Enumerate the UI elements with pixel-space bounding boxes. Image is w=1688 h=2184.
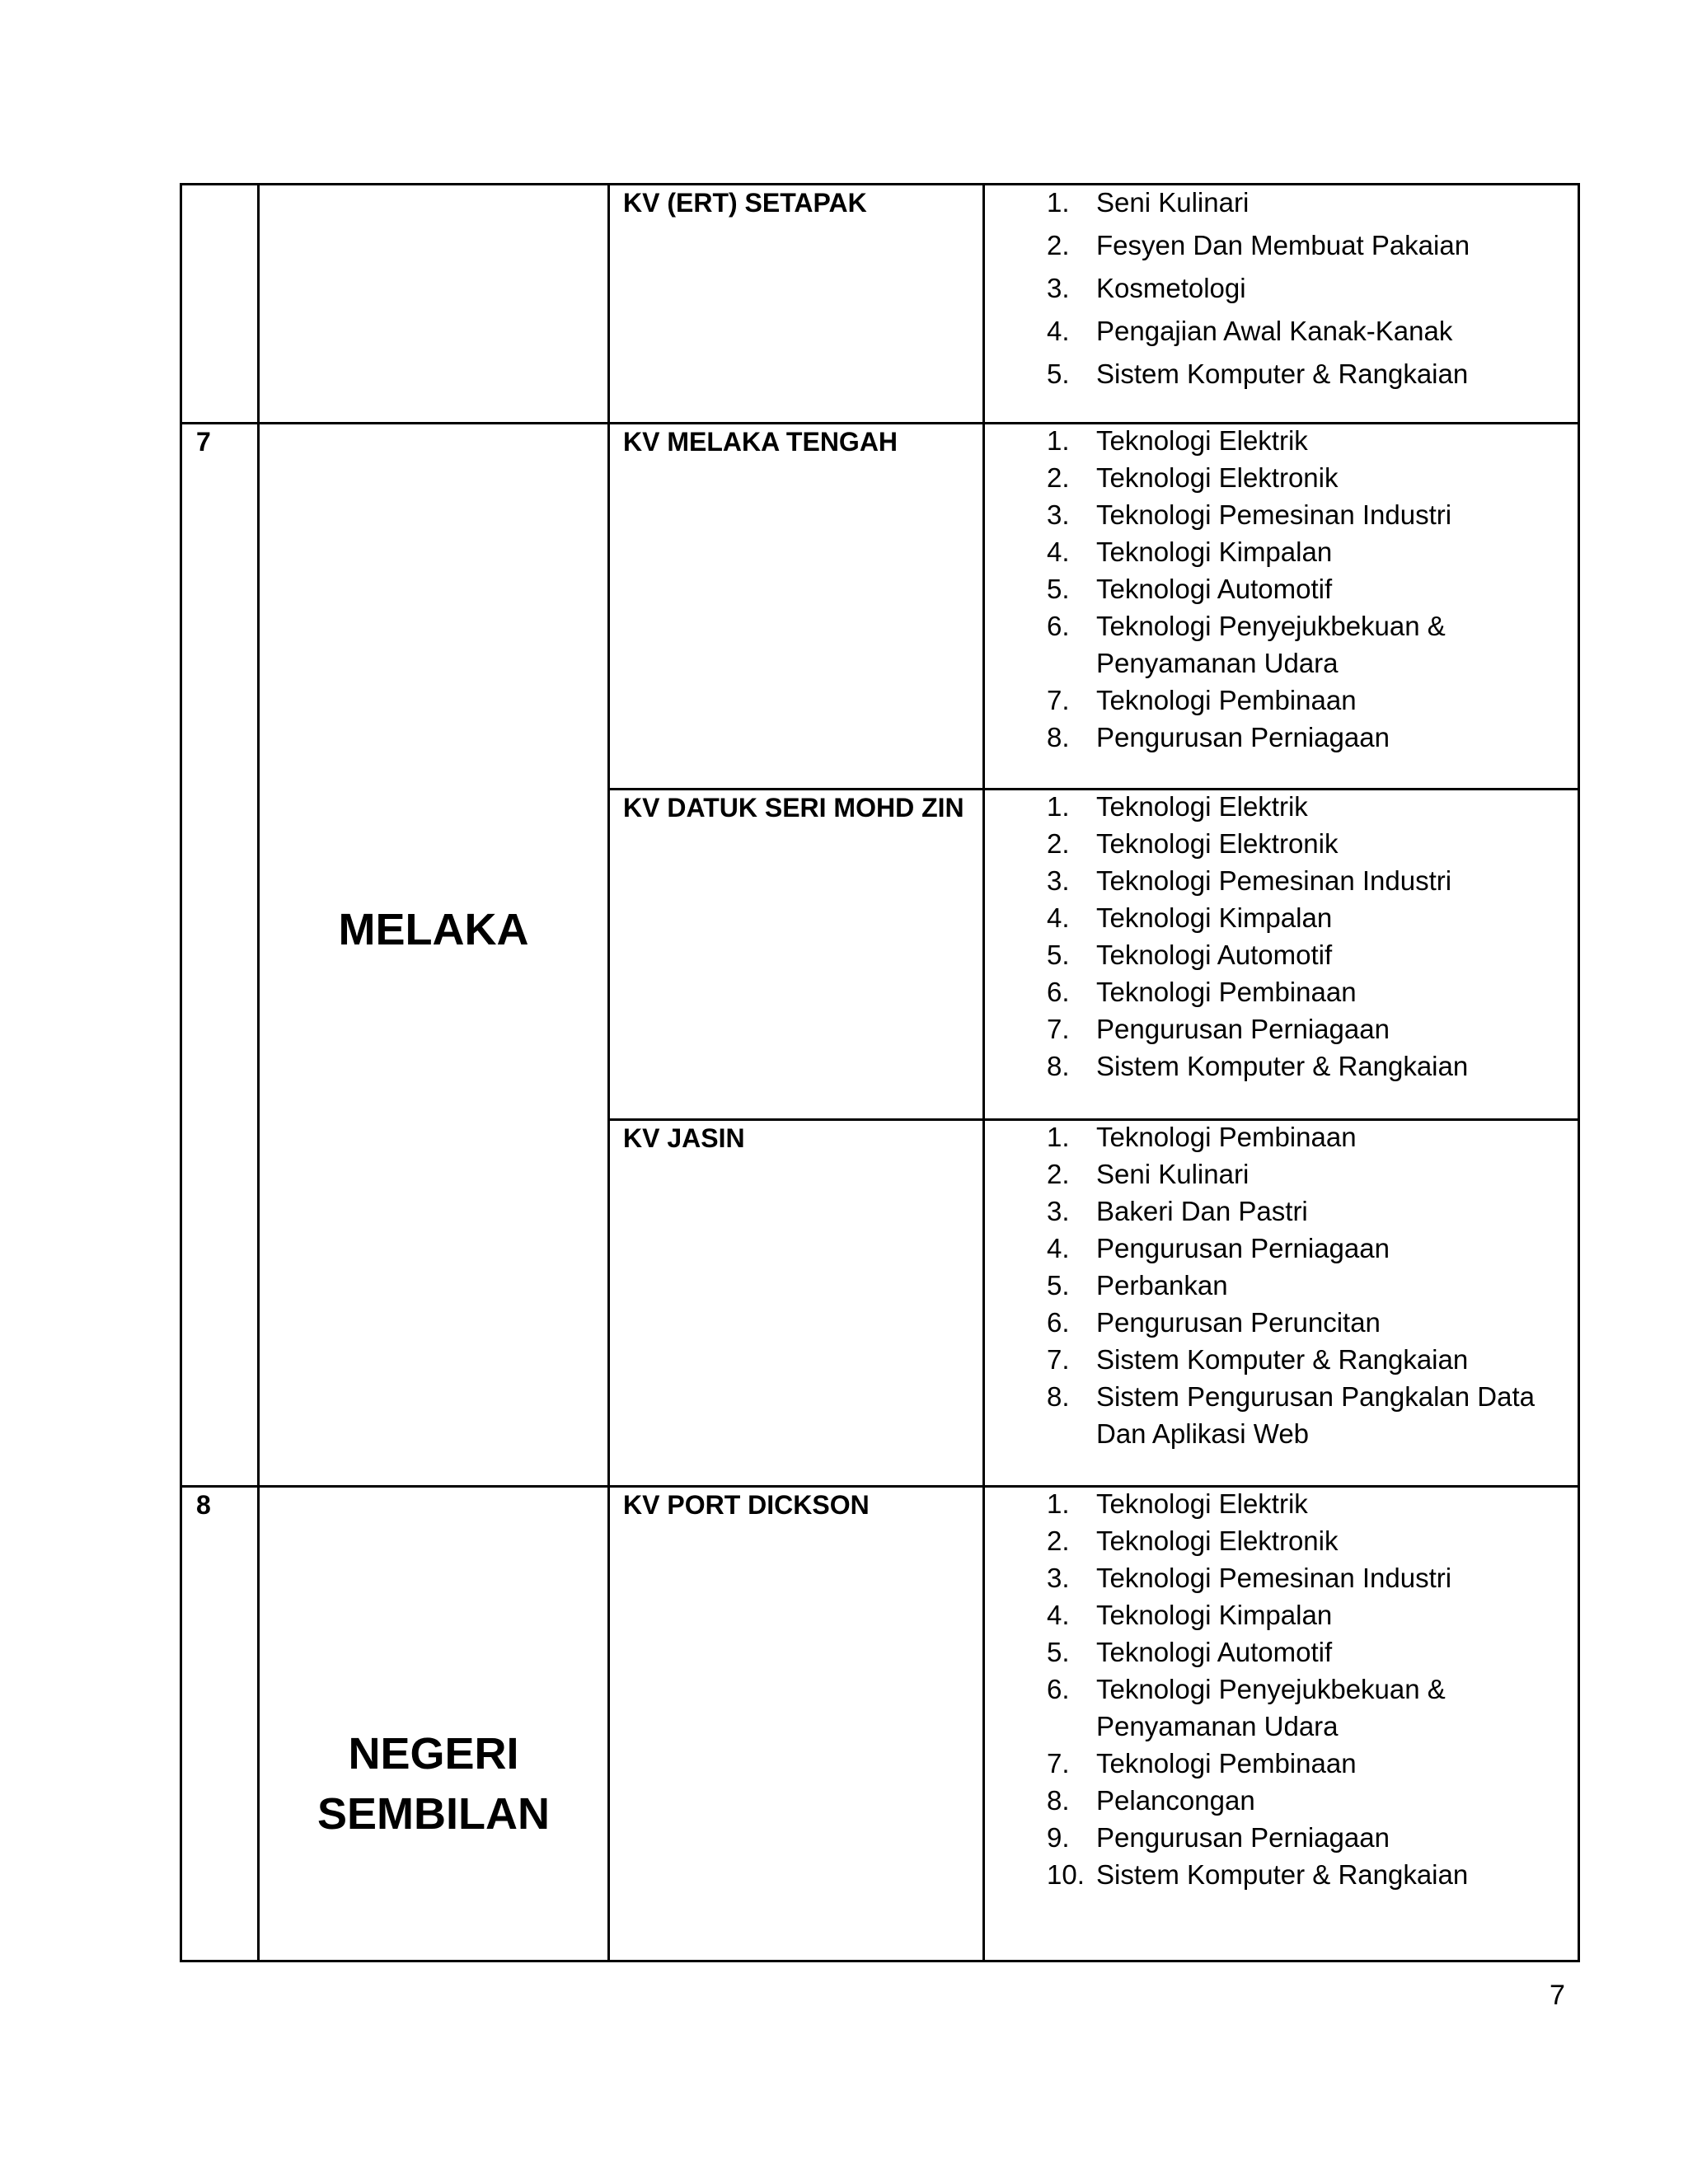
column-divider (982, 183, 985, 1962)
row-number: 7 (196, 427, 211, 457)
list-item: 7. Sistem Komputer & Rangkaian (1047, 1344, 1469, 1375)
list-item: 10. Sistem Komputer & Rangkaian (1047, 1859, 1469, 1890)
list-item: 5. Teknologi Automotif (1047, 940, 1333, 970)
row-number: 8 (196, 1490, 211, 1520)
list-item: 2. Teknologi Elektronik (1047, 462, 1339, 493)
college-name: KV PORT DICKSON (623, 1490, 870, 1520)
list-item: 4. Teknologi Kimpalan (1047, 537, 1333, 567)
college-name: KV MELAKA TENGAH (623, 427, 898, 457)
program-list (1047, 422, 1558, 756)
college-name: KV JASIN (623, 1123, 745, 1153)
list-item: 3. Teknologi Pemesinan Industri (1047, 499, 1452, 530)
list-item: 7. Pengurusan Perniagaan (1047, 1014, 1390, 1044)
program-list (1047, 788, 1558, 1085)
list-item: 1. Teknologi Pembinaan (1047, 1122, 1357, 1152)
list-item: 2. Seni Kulinari (1047, 1159, 1250, 1189)
page-number: 7 (1550, 1980, 1565, 2011)
column-divider (257, 183, 260, 1962)
list-item: 9. Pengurusan Perniagaan (1047, 1822, 1390, 1853)
list-item: 3. Teknologi Pemesinan Industri (1047, 1563, 1452, 1593)
list-item: 6. Teknologi Penyejukbekuan & Penyamanan Udara (1047, 1674, 1446, 1741)
state-name-line: SEMBILAN (317, 1789, 550, 1840)
list-item: 4. Pengurusan Perniagaan (1047, 1233, 1390, 1263)
list-item: 4. Teknologi Kimpalan (1047, 902, 1333, 933)
state-name-line: NEGERI (348, 1729, 519, 1779)
program-list (1047, 1118, 1558, 1452)
state-name (260, 1724, 607, 1845)
list-item: 8. Sistem Komputer & Rangkaian (1047, 1051, 1469, 1081)
state-name: MELAKA (338, 905, 529, 954)
table-border-bottom (180, 1960, 1580, 1962)
list-item: 5. Teknologi Automotif (1047, 574, 1333, 604)
list-item: 5. Perbankan (1047, 1270, 1228, 1301)
list-item: 7. Teknologi Pembinaan (1047, 685, 1357, 715)
college-name: KV (ERT) SETAPAK (623, 188, 867, 218)
program-list (1047, 1485, 1558, 1893)
program-list (1047, 181, 1558, 396)
list-item: 6. Teknologi Penyejukbekuan & Penyamanan Udara (1047, 611, 1446, 678)
list-item: 7. Teknologi Pembinaan (1047, 1748, 1357, 1779)
list-item: 2. Teknologi Elektronik (1047, 1526, 1339, 1556)
list-item: 4. Teknologi Kimpalan (1047, 1600, 1333, 1630)
list-item: 2. Fesyen Dan Membuat Pakaian (1047, 230, 1470, 260)
list-item: 8. Pelancongan (1047, 1785, 1255, 1816)
list-item: 8. Sistem Pengurusan Pangkalan Data Dan Aplikasi Web (1047, 1381, 1535, 1449)
list-item: 2. Teknologi Elektronik (1047, 828, 1339, 859)
list-item: 3. Bakeri Dan Pastri (1047, 1196, 1308, 1226)
list-item: 1. Seni Kulinari (1047, 187, 1250, 218)
column-divider (607, 183, 610, 1962)
list-item: 5. Sistem Komputer & Rangkaian (1047, 359, 1469, 389)
list-item: 5. Teknologi Automotif (1047, 1637, 1333, 1667)
table-border-left (180, 183, 182, 1962)
list-item: 6. Pengurusan Peruncitan (1047, 1307, 1381, 1338)
list-item: 3. Teknologi Pemesinan Industri (1047, 865, 1452, 896)
list-item: 4. Pengajian Awal Kanak-Kanak (1047, 316, 1453, 346)
college-name: KV DATUK SERI MOHD ZIN (623, 793, 964, 823)
list-item: 8. Pengurusan Perniagaan (1047, 722, 1390, 752)
list-item: 1. Teknologi Elektrik (1047, 791, 1308, 822)
list-item: 6. Teknologi Pembinaan (1047, 977, 1357, 1007)
list-item: 3. Kosmetologi (1047, 273, 1246, 303)
table-border-right (1578, 183, 1580, 1962)
list-item: 1. Teknologi Elektrik (1047, 425, 1308, 456)
list-item: 1. Teknologi Elektrik (1047, 1488, 1308, 1519)
